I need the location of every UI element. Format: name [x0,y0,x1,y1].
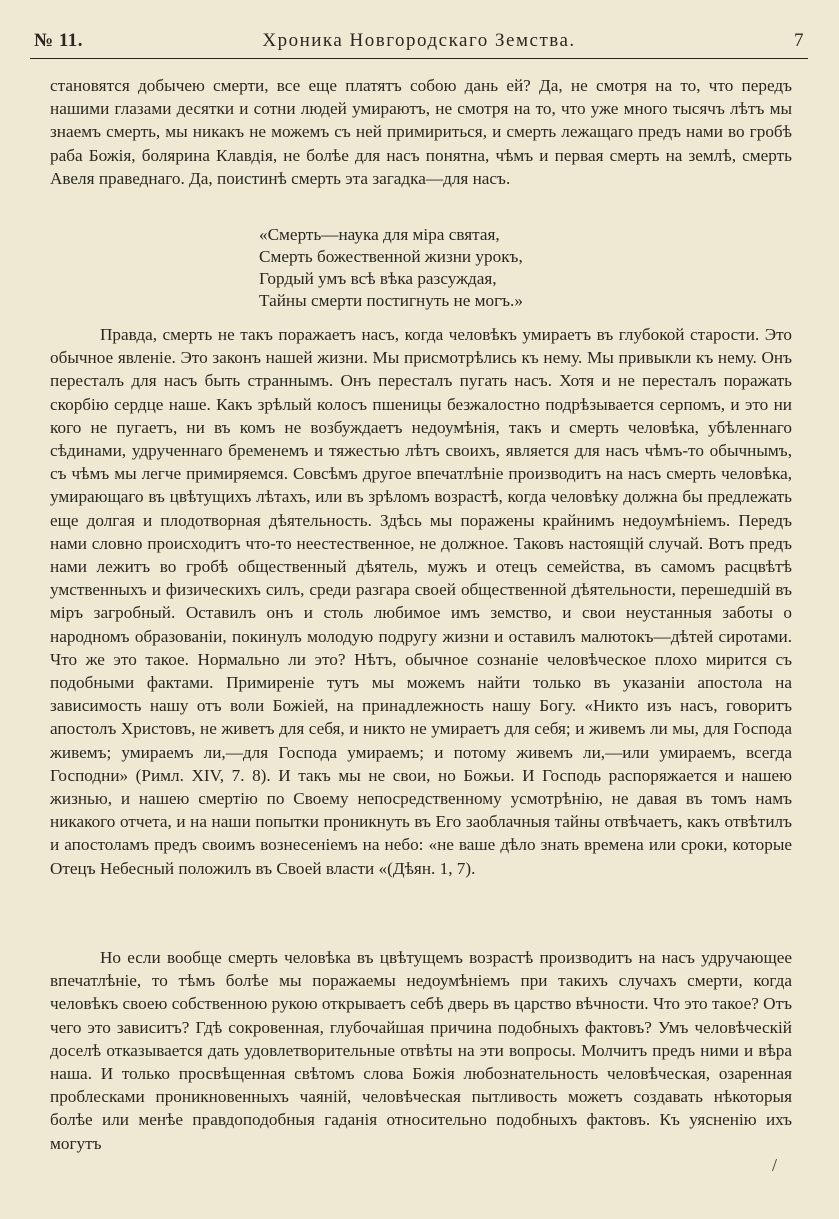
verse-quote [259,224,523,312]
page-mark: / [771,1155,777,1175]
journal-title: Хроника Новгородскаго Земства. [262,30,576,51]
paragraph-2: Правда, смерть не такъ поражаетъ насъ, когда человѣкъ умираетъ въ глубокой старости. Это обычное явленіе. Это законъ нашей жизни. Мы присмотрѣлись къ нему. Мы привыкли къ нему. Онъ пересталъ для насъ быть страннымъ. Онъ пересталъ пугать насъ. Хотя и не пересталъ поражать скорбію сердце наше. Какъ зрѣлый колосъ пшеницы безжалостно подрѣзывается серпомъ, и это ни кого не пугаетъ, ни въ комъ не возбуждаетъ недоумѣнія, такъ и смерть человѣка, убѣленнаго сѣдинами, удрученнаго бременемъ и тяжестью лѣтъ своихъ, является для насъ чѣмъ-то обычнымъ, съ чѣмъ мы легче примиряемся. Совсѣмъ другое впечатлѣніе производитъ на насъ смерть человѣка, умирающаго въ цвѣтущихъ лѣтахъ, или въ зрѣломъ возрастѣ, когда человѣку должна бы предлежать еще долгая и плодотворная дѣятельность. Здѣсь мы поражены крайнимъ недоумѣніемъ. Передъ нами словно происходитъ что-то неестественное, не должное. Таковъ настоящій случай. Вотъ предъ нами лежитъ во гробѣ общественный дѣятель, мужъ и отецъ семейства, въ самомъ расцвѣтѣ умственныхъ и физическихъ силъ, среди разгара своей общественной дѣятельности, перешедшій въ міръ загробный. Оставилъ онъ и столь любимое имъ земство, и свои неустанныя заботы о народномъ образованіи, покинулъ молодую подругу жизни и оставилъ малютокъ—дѣтей сиротами. Что же это такое. Нормально ли это? Нѣтъ, обычное сознаніе человѣческое плохо мирится съ подобными фактами. Примиреніе тутъ мы можемъ найти только въ указаніи апостола на зависимость нашу отъ воли Божіей, на принадлежность нашу Богу. «Никто изъ насъ, говоритъ апостолъ Христовъ, не живетъ для себя, и никто не умираетъ для себя; и живемъ ли мы, для Господа живемъ; умираемъ ли,—для Господа умираемъ; и потому живемъ ли,—или умираемъ, всегда Господни» (Римл. XIV, 7. 8). И такъ мы не свои, но Божьи. И Господь распоряжается и нашею жизнью, и нашею смертію по Своему непосредственному усмотрѣнію, не давая въ томъ намъ никакого отчета, и на наши попытки проникнуть въ Его заоблачныя тайны отвѣчаетъ, какъ отвѣтилъ и апостоламъ предъ своимъ вознесеніемъ на небо: «не ваше дѣло знать времена или сроки, которые Отецъ Небесный положилъ въ Своей власти «(Дѣян. 1, 7). [50,325,792,878]
issue-number: № 11. [34,30,84,51]
running-header [34,30,804,60]
paragraph-1: становятся добычею смерти, все еще платятъ собою дань ей? Да, не смотря на то, что передъ нашими глазами десятки и сотни людей умираютъ, не смотря на то, что уже много тысячъ лѣтъ мы знаемъ смерть, мы никакъ не можемъ съ ней примириться, и смерть лежащаго предъ нами во гробѣ раба Божія, болярина Клавдія, не болѣе для насъ понятна, чѣмъ и первая смерть на землѣ, смерть Авеля праведнаго. Да, поистинѣ смерть эта загадка—для насъ. [50,76,792,188]
verse-line: Смерть божественной жизни урокъ, [259,247,523,266]
page-number: 7 [794,30,804,51]
paragraph-3: Но если вообще смерть человѣка въ цвѣтущемъ возрастѣ производитъ на насъ удручающее впечатлѣніе, то тѣмъ болѣе мы поражаемы недоумѣніемъ при такихъ случахъ смерти, когда человѣкъ своею собственною рукою открываетъ себѣ дверь въ царство вѣчности. Что это такое? Отъ чего это зависитъ? Гдѣ сокровенная, глубочайшая причина подобныхъ фактовъ? Умъ человѣческій доселѣ отказывается дать удовлетворительные отвѣты на эти вопросы. Молчитъ предъ ними и вѣра наша. И только просвѣщенная свѣтомъ слова Божія любознательность человѣческая, озаренная проблесками проникновенныхъ чаяній, человѣческая пытливость можетъ создавать нѣкоторыя болѣе или менѣе правдоподобныя гаданія относительно подобныхъ фактовъ. Къ уясненію ихъ могутъ [50,948,792,1153]
verse-line: «Смерть—наука для міра святая, [259,225,500,244]
verse-line: Гордый умъ всѣ вѣка разсуждая, [259,269,497,288]
verse-line: Тайны смерти постигнуть не могъ.» [259,291,523,310]
header-rule [30,58,808,59]
